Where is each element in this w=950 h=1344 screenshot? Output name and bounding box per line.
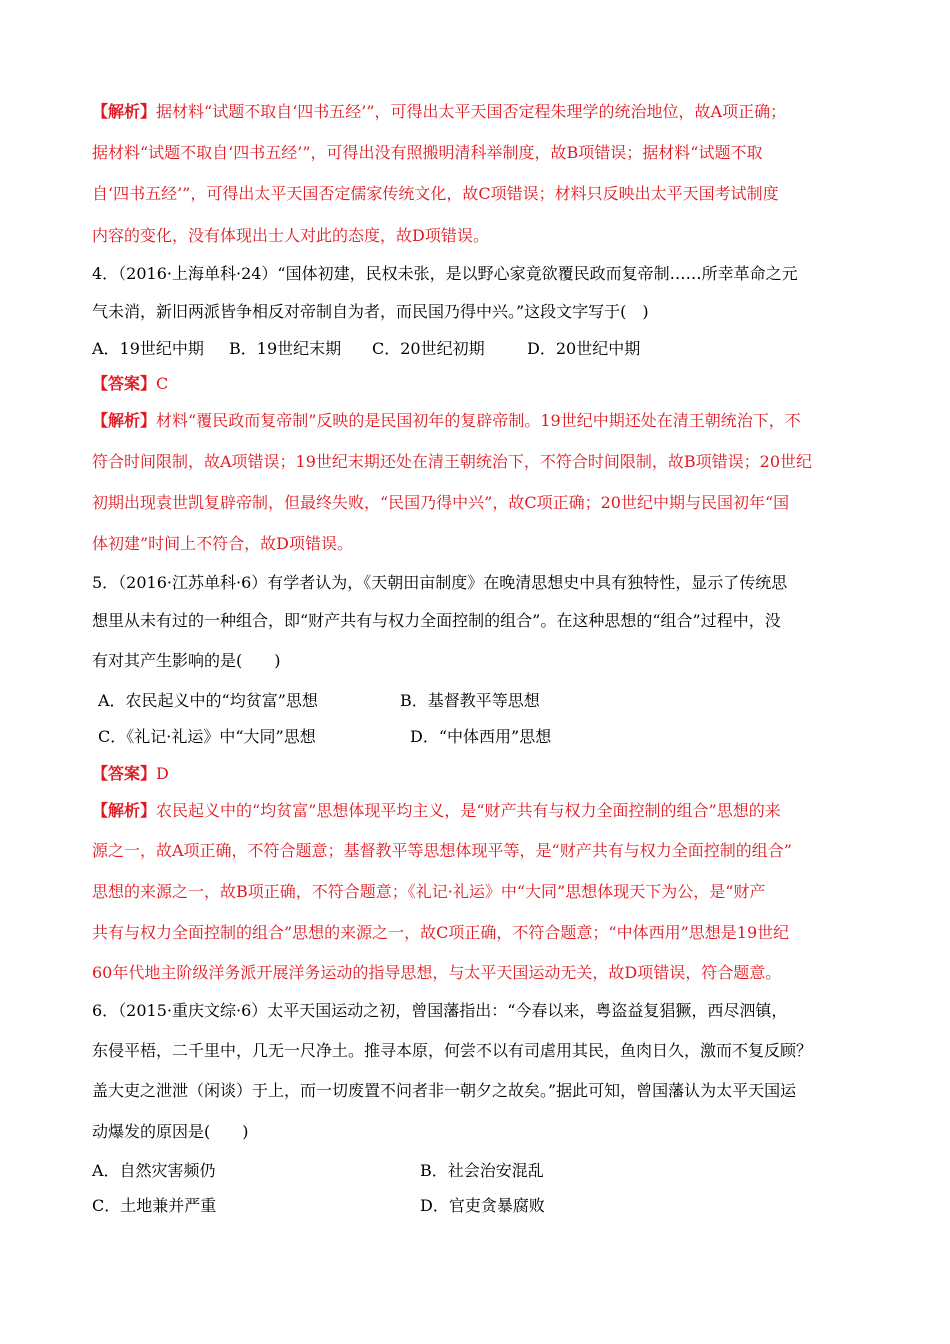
q4-analysis-line-1: 【解析】材料“覆民政而复帝制”反映的是民国初年的复辟帝制。19世纪中期还处在清王朝统治下，不 — [92, 411, 801, 430]
q4-stem-line-1: 4．（2016·上海单科·24）“国体初建，民权未张，是以野心家竟欲覆民政而复帝制……所幸革命之元 — [92, 264, 798, 283]
q6-stem-line-3: 盖大吏之泄泄（闲谈）于上，而一切废置不问者非一朝夕之故矣。”据此可知，曾国藩认为太平天国运 — [92, 1081, 797, 1100]
q6-option-a: A．自然灾害频仍 — [92, 1161, 216, 1180]
analysis-q3-line-1: 【解析】据材料“试题不取自‘四书五经’”，可得出太平天国否定程朱理学的统治地位，故A项正确； — [92, 102, 787, 121]
q4-analysis-line-2: 符合时间限制，故A项错误；19世纪末期还处在清王朝统治下，不符合时间限制，故B项错误；20世纪 — [92, 452, 813, 471]
q4-stem-line-2: 气未消，新旧两派皆争相反对帝制自为者，而民国乃得中兴。”这段文字写于( ) — [92, 302, 649, 321]
q4-option-a: A．19世纪中期 — [92, 339, 204, 358]
q5-option-d: D．“中体西用”思想 — [410, 727, 552, 746]
analysis-q3-line-2: 据材料“试题不取自‘四书五经’”，可得出没有照搬明清科举制度，故B项错误；据材料“试题不取 — [92, 143, 763, 162]
q6-stem-line-1: 6．（2015·重庆文综·6）太平天国运动之初，曾国藩指出：“今春以来，粤盗益复猖獗，西尽泗镇， — [92, 1001, 788, 1020]
q4-analysis-line-4: 体初建”时间上不符合，故D项错误。 — [92, 534, 354, 553]
q6-stem-line-2: 东侵平梧，二千里中，几无一尺净土。推寻本原，何尝不以有司虐用其民，鱼肉日久，激而不复反顾？ — [92, 1041, 813, 1060]
q5-option-a: A．农民起义中的“均贫富”思想 — [98, 691, 318, 710]
q4-analysis-line-3: 初期出现袁世凯复辟帝制，但最终失败，“民国乃得中兴”，故C项正确；20世纪中期与民国初年“国 — [92, 493, 790, 512]
q6-stem-line-4: 动爆发的原因是( ) — [92, 1122, 249, 1141]
q6-option-d: D．官吏贪暴腐败 — [420, 1196, 545, 1215]
analysis-label: 【解析】 — [92, 102, 157, 121]
q5-analysis-line-5: 60年代地主阶级洋务派开展洋务运动的指导思想，与太平天国运动无关，故D项错误，符合题意。 — [92, 963, 782, 982]
q5-stem-line-2: 想里从未有过的一种组合，即“财产共有与权力全面控制的组合”。在这种思想的“组合”过程中，没 — [92, 611, 781, 630]
q5-analysis-line-1: 【解析】农民起义中的“均贫富”思想体现平均主义，是“财产共有与权力全面控制的组合”思想的来 — [92, 801, 781, 820]
q5-stem-line-3: 有对其产生影响的是( ) — [92, 651, 281, 670]
q4-answer: 【答案】C — [92, 374, 169, 393]
q5-analysis-line-3: 思想的来源之一，故B项正确，不符合题意；《礼记·礼运》中“大同”思想体现天下为公，是“财产 — [92, 882, 766, 901]
q4-option-b: B．19世纪末期 — [229, 339, 342, 358]
q6-option-c: C．土地兼并严重 — [92, 1196, 217, 1215]
q5-analysis-line-4: 共有与权力全面控制的组合”思想的来源之一，故C项正确，不符合题意；“中体西用”思想是19世纪 — [92, 923, 790, 942]
analysis-q3-line-4: 内容的变化，没有体现出士人对此的态度，故D项错误。 — [92, 226, 489, 245]
q6-option-b: B．社会治安混乱 — [420, 1161, 544, 1180]
q5-answer: 【答案】D — [92, 764, 169, 783]
q5-stem-line-1: 5．（2016·江苏单科·6）有学者认为，《天朝田亩制度》在晚清思想史中具有独特性，显示了传统思 — [92, 573, 788, 592]
q4-option-d: D．20世纪中期 — [527, 339, 641, 358]
q5-analysis-line-2: 源之一，故A项正确，不符合题意；基督教平等思想体现平等，是“财产共有与权力全面控制的组合” — [92, 841, 792, 860]
q5-option-b: B．基督教平等思想 — [400, 691, 540, 710]
q5-option-c: C．《礼记·礼运》中“大同”思想 — [98, 727, 316, 746]
q4-option-c: C．20世纪初期 — [372, 339, 485, 358]
analysis-q3-line-3: 自‘四书五经’”，可得出太平天国否定儒家传统文化，故C项错误；材料只反映出太平天国考试制度 — [92, 184, 779, 203]
